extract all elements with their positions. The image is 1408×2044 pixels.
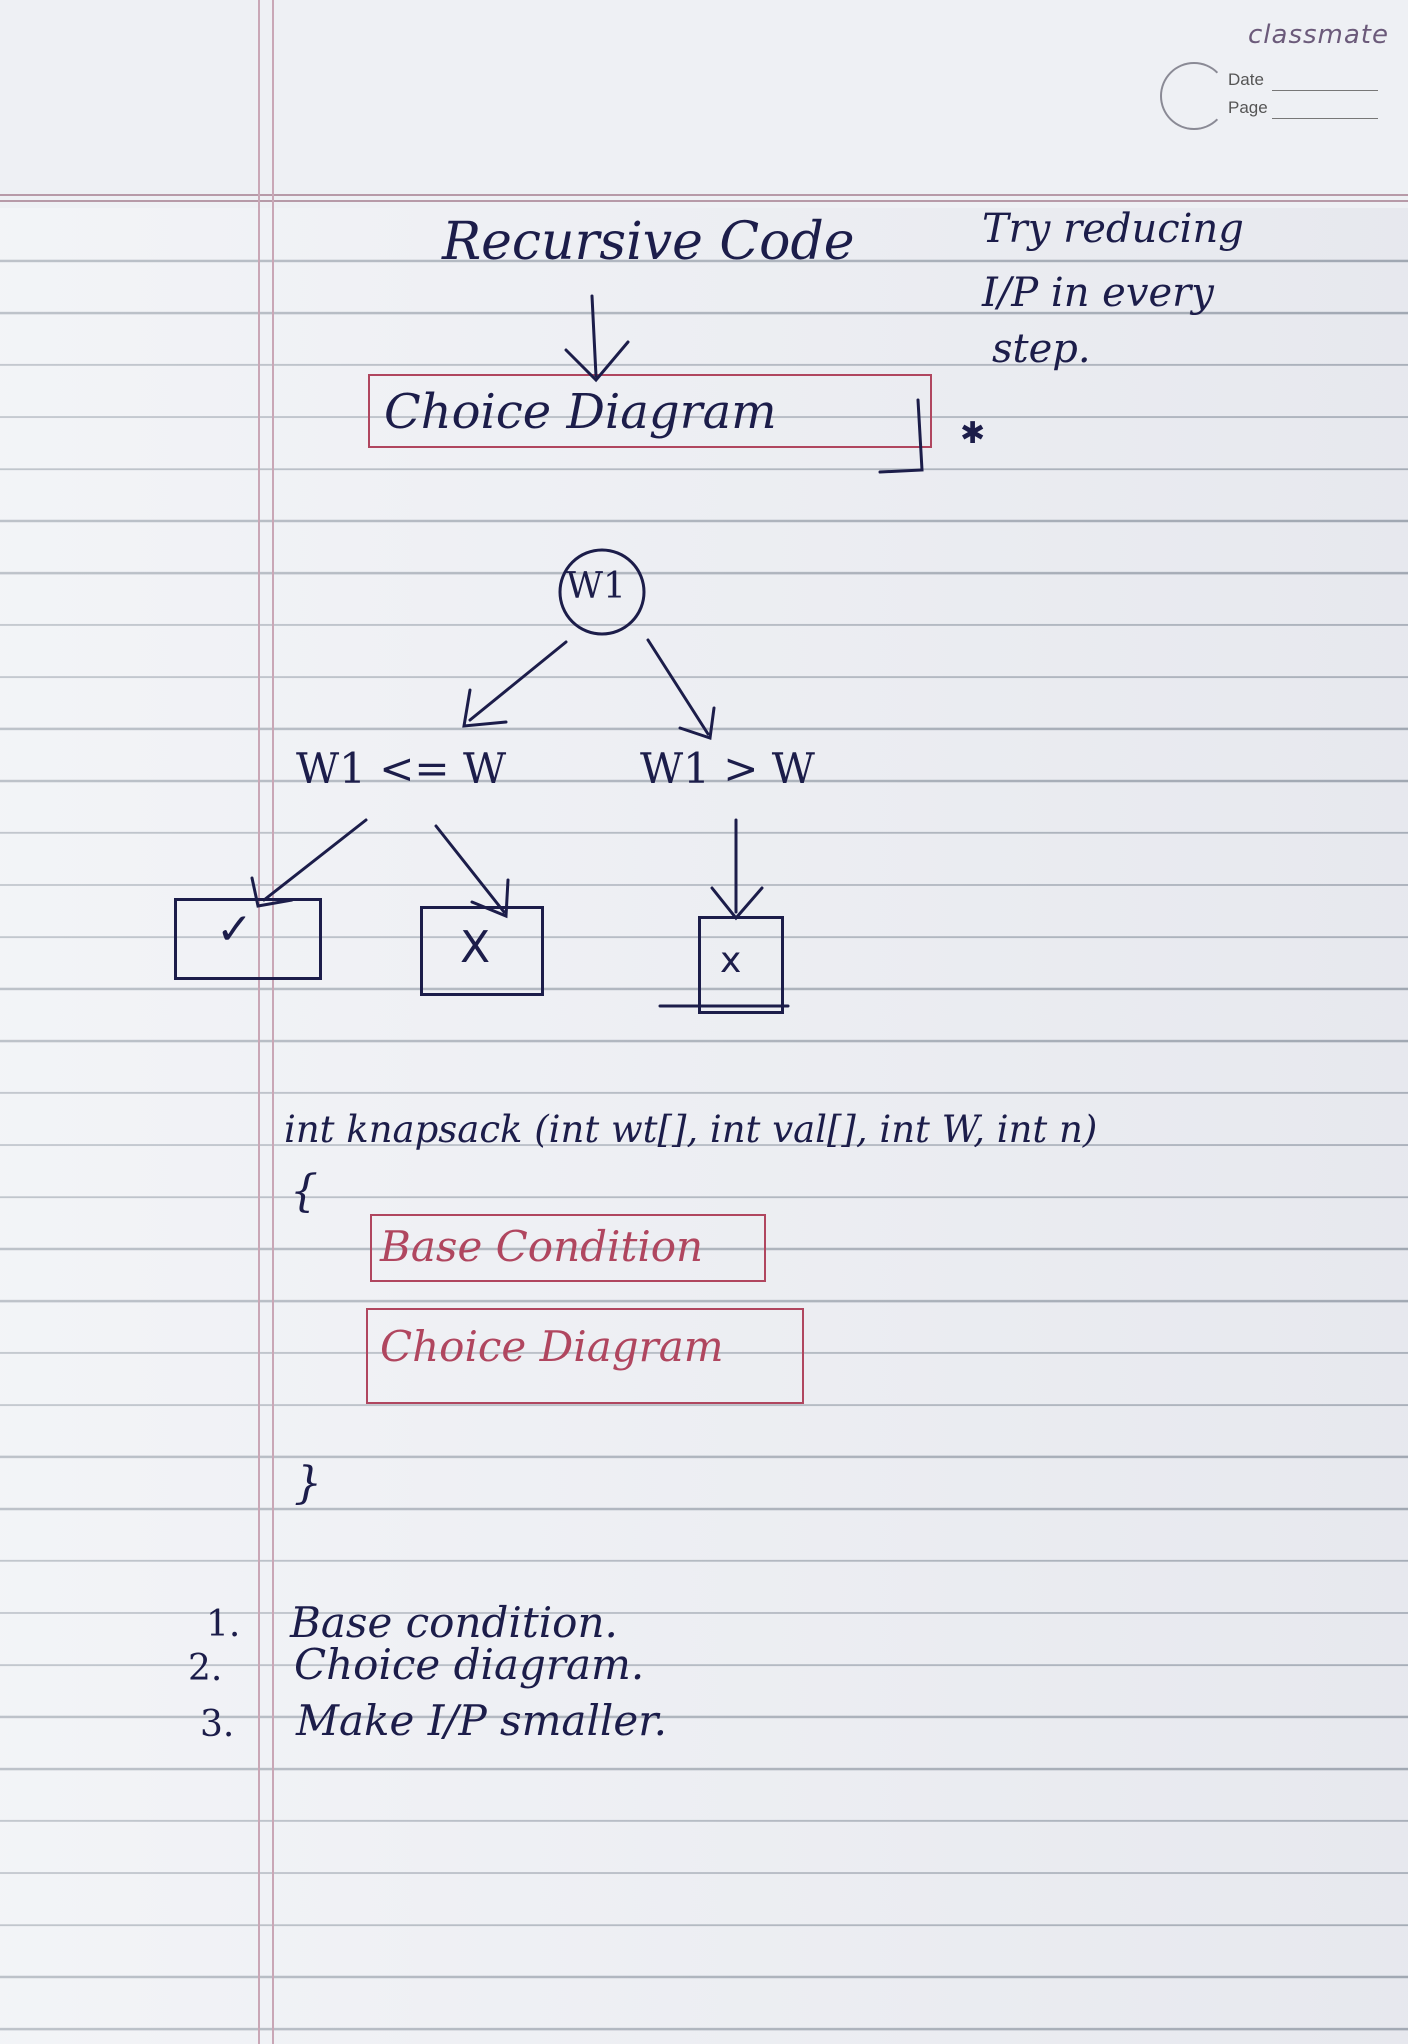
choice-box-bracket xyxy=(880,400,922,472)
step-text: Base condition. xyxy=(290,1598,618,1647)
leaf-right-mark: x xyxy=(720,940,742,981)
side-note-line-2: I/P in every xyxy=(982,270,1214,316)
tree-root-label: W1 xyxy=(566,566,626,607)
arrow-to-include xyxy=(252,820,366,906)
step-number: 2. xyxy=(188,1648,223,1689)
arrow-root-right xyxy=(648,640,714,738)
tree-left-condition: W1 <= W xyxy=(296,744,507,793)
star-mark-icon: ✱ xyxy=(960,416,986,451)
arrow-to-right-leaf xyxy=(712,820,762,918)
page-label: Page xyxy=(1228,98,1268,117)
step-text: Choice diagram. xyxy=(294,1640,645,1689)
code-open-brace: { xyxy=(290,1166,318,1217)
step-text: Make I/P smaller. xyxy=(296,1696,668,1745)
tree-right-condition: W1 > W xyxy=(640,744,815,793)
step-number: 3. xyxy=(200,1704,235,1745)
arrow-to-exclude xyxy=(436,826,508,916)
side-note-line-1: Try reducing xyxy=(982,206,1244,252)
heading-recursive-code: Recursive Code xyxy=(442,212,855,272)
choice-diagram-label: Choice Diagram xyxy=(384,384,777,440)
tree-root-circle xyxy=(560,550,644,634)
code-close-brace: } xyxy=(294,1458,322,1509)
code-choice-diagram-label: Choice Diagram xyxy=(380,1322,724,1371)
base-condition-label: Base Condition xyxy=(380,1222,704,1271)
step-number: 1. xyxy=(206,1604,241,1645)
brand-name: classmate xyxy=(1248,20,1389,50)
arrow-heading-down xyxy=(566,296,628,380)
leaf-include-mark: ✓ xyxy=(216,904,253,955)
side-note-line-3: step. xyxy=(992,326,1091,372)
leaf-exclude-mark: X xyxy=(460,922,491,973)
arrow-root-left xyxy=(464,642,566,726)
code-signature: int knapsack (int wt[], int val[], int W, int n) xyxy=(284,1108,1098,1151)
date-label: Date xyxy=(1228,70,1264,89)
